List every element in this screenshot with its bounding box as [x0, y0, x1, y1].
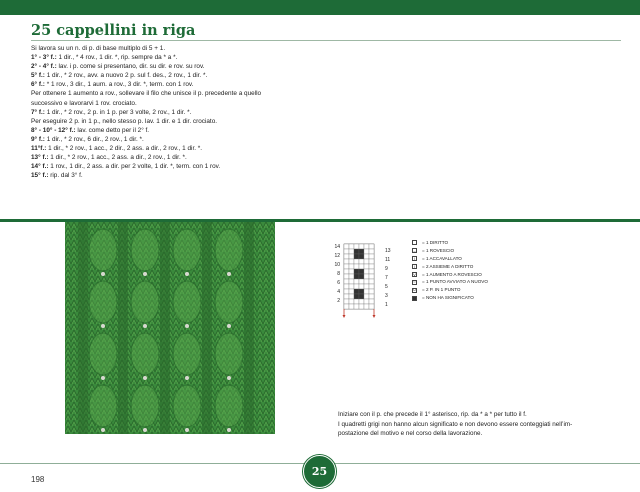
instruction-line: 6° f.: * 1 rov., 3 dir., 1 aum. a rov., 3 dir. *, term. con 1 rov.: [31, 81, 194, 89]
k2tog-stitch-icon: /: [413, 263, 416, 269]
skp-stitch-icon: \: [413, 255, 416, 261]
instruction-line: 9° f.: 1 dir., * 2 rov., 6 dir., 2 rov., 1 dir. *.: [31, 135, 144, 143]
instruction-line: Per ottenere 1 aumento a rov., sollevare il filo che unisce il p. precedente a quello: [31, 90, 262, 98]
instruction-line: successivo e lavorarvi 1 rov. crociato.: [31, 99, 137, 107]
legend-item: = NON HA SIGNIFICATO: [412, 294, 488, 302]
instruction-line: 1° - 3° f.: 1 dir., * 4 rov., 1 dir. *, rip. sempre da * a *.: [31, 54, 178, 62]
instruction-line: 5° f.: 1 dir., * 2 rov., avv. a nuovo 2 p. sul f. des., 2 rov., 1 dir. *.: [31, 72, 208, 80]
legend-item: ○ = 1 PUNTO AVVIATO A NUOVO: [413, 279, 488, 285]
chart-row-number: 1: [385, 302, 388, 308]
title-rule: [31, 40, 621, 41]
page-number: 198: [31, 475, 45, 484]
chart-row-number: 11: [385, 257, 391, 263]
chart-row-number: 7: [385, 275, 388, 281]
instructions-text: [31, 44, 361, 180]
two-in-one-stitch-icon: ∪: [413, 287, 416, 293]
legend-item: = 1 DIRITTO: [412, 239, 488, 247]
knitted-swatch-image: [65, 222, 275, 434]
chart-row-number: 14: [334, 244, 340, 250]
instruction-line: 2° - 4° f.: lav. i p. come si presentano, dir. su dir. e rov. su rov.: [31, 63, 205, 71]
cast-on-stitch-icon: ○: [413, 279, 416, 285]
no-stitch-icon: [412, 296, 417, 301]
instruction-line: 13° f.: 1 dir., * 2 rov., 1 acc., 2 ass. a dir., 2 rov., 1 dir. *.: [31, 154, 187, 162]
page-title: 25 cappellini in riga: [31, 22, 196, 39]
note-line: postazione del motivo e nel corso della lavorazione.: [338, 430, 483, 438]
chart-row-number: 10: [334, 262, 340, 268]
knitting-chart: [330, 240, 390, 320]
legend-item: V = 1 AUMENTO A ROVESCIO: [413, 271, 482, 277]
instruction-line: 15° f.: rip. dal 3° f.: [31, 172, 83, 180]
chart-row-number: 8: [337, 271, 340, 277]
knit-stitch-icon: [412, 240, 417, 245]
chart-row-number: 13: [385, 248, 391, 254]
purl-stitch-icon: –: [413, 247, 416, 253]
instruction-line: 7° f.: 1 dir., * 2 rov., 2 p. in 1 p. per 3 volte, 2 rov., 1 dir. *.: [31, 108, 192, 116]
instruction-line: Per eseguire 2 p. in 1 p., nello stesso p. lav. 1 dir. e 1 dir. crociato.: [31, 117, 218, 125]
repeat-markers: [343, 309, 376, 318]
legend-item: / = 2 ASSIEME A DIRITTO: [413, 263, 474, 269]
legend-item: ∪ = 2 P. IN 1 PUNTO: [413, 287, 461, 293]
chart-row-number: 3: [385, 293, 388, 299]
chart-row-number: 9: [385, 266, 388, 272]
purl-increase-icon: V: [413, 271, 416, 277]
legend-item: – = 1 ROVESCIO: [413, 247, 455, 253]
chart-legend: [412, 239, 488, 302]
instruction-line: Si lavora su un n. di p. di base multiplo di 5 + 1.: [31, 45, 166, 52]
note-line: Iniziare con il p. che precede il 1° asterisco, rip. da * a * per tutto il f.: [338, 411, 527, 418]
instruction-line: 11°f.: 1 dir., * 2 rov., 1 acc., 2 dir., 2 ass. a dir., 2 rov., 1 dir. *.: [31, 145, 203, 153]
chart-row-number: 6: [337, 280, 340, 286]
chart-note: [338, 410, 618, 439]
legend-item: \ = 1 ACCAVALLATO: [413, 255, 462, 261]
pattern-number-badge: 25: [303, 455, 336, 488]
instruction-line: 14° f.: 1 rov., 1 dir., 2 ass. a dir. per 2 volte, 1 dir. *, term. con 1 rov.: [31, 163, 221, 171]
chart-row-number: 12: [334, 253, 340, 259]
note-line: I quadretti grigi non hanno alcun significato e non devono essere conteggiati nell’im-: [338, 420, 573, 428]
top-color-band: [0, 0, 640, 15]
chart-row-number: 2: [337, 298, 340, 304]
instruction-line: 8° - 10° - 12° f.: lav. come detto per il 2° f.: [31, 126, 150, 134]
chart-row-number: 5: [385, 284, 388, 290]
chart-row-number: 4: [337, 289, 340, 295]
